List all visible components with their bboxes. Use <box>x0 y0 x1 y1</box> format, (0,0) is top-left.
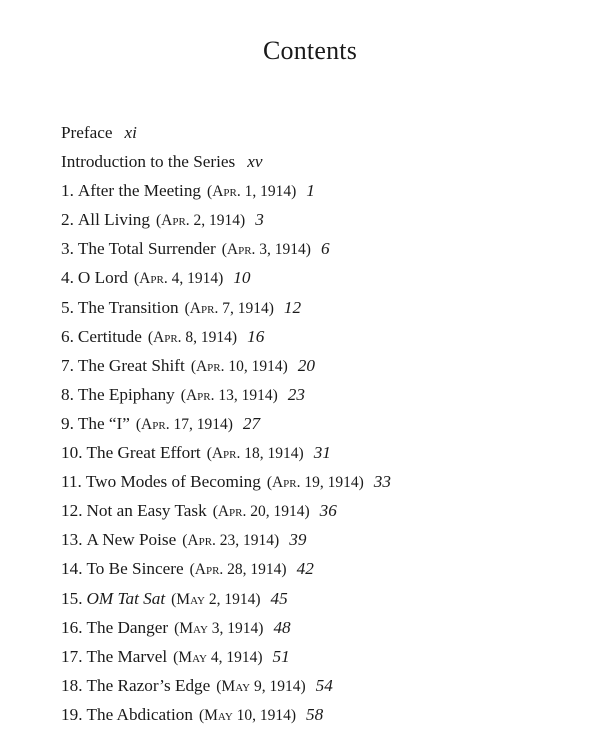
toc-entry <box>61 613 391 642</box>
toc-entry-date: (Apr. 3, 1914) <box>221 241 311 259</box>
toc-entry <box>61 322 391 351</box>
toc-entry-date: (Apr. 18, 1914) <box>206 445 304 463</box>
toc-entry-title: The Great Effort <box>86 443 201 463</box>
toc-page-number: 51 <box>272 646 290 666</box>
toc-entry <box>61 380 391 409</box>
toc-page-number: 27 <box>242 413 261 433</box>
toc-entry-number: 18. <box>61 675 83 695</box>
toc-entry <box>61 234 391 263</box>
toc-entry-title: OM Tat Sat <box>86 588 166 608</box>
toc-entry-number: 17. <box>61 646 83 666</box>
toc-page-number: 39 <box>289 530 307 550</box>
toc-entry <box>61 642 391 671</box>
toc-entry <box>61 409 391 438</box>
toc-page-number: 16 <box>247 326 265 346</box>
toc-entry-date: (Apr. 7, 1914) <box>184 299 274 317</box>
toc-entry-number: 7. <box>61 355 74 375</box>
toc-entry-number: 10. <box>61 443 83 463</box>
toc-entry-title: All Living <box>77 210 150 230</box>
toc-page-number: 45 <box>270 588 288 608</box>
toc-entry <box>61 671 391 700</box>
toc-entry <box>61 584 391 613</box>
toc-page-number: 23 <box>287 384 305 404</box>
toc-entry <box>61 467 391 496</box>
toc-front-item <box>61 147 391 176</box>
toc-page-number: 54 <box>315 675 333 695</box>
toc-entry-date: (May 10, 1914) <box>198 706 297 724</box>
toc-page-number: 42 <box>296 559 314 579</box>
toc-entry <box>61 525 391 554</box>
toc-page-number: 1 <box>306 181 315 201</box>
toc-entry-title: The Marvel <box>86 646 168 666</box>
toc-entry-number: 4. <box>61 268 74 288</box>
toc-entry-number: 2. <box>61 210 74 230</box>
toc-entry-date: (Apr. 10, 1914) <box>190 357 288 375</box>
toc-page-number: 10 <box>233 268 251 288</box>
toc-entry <box>61 263 391 292</box>
toc-page-number: 12 <box>283 297 302 317</box>
toc-entry-number: 6. <box>61 326 74 346</box>
toc-page-number: 36 <box>319 501 337 521</box>
toc-page-number: 3 <box>255 210 264 230</box>
toc-entry-number: 16. <box>61 617 83 637</box>
toc-entry-date: (May 9, 1914) <box>216 677 306 695</box>
toc-entry-date: (May 3, 1914) <box>174 619 264 637</box>
toc-entry <box>61 700 391 729</box>
toc-entry-title: The Epiphany <box>77 384 175 404</box>
toc-entry-title: O Lord <box>77 268 129 288</box>
toc-entry-title: Two Modes of Becoming <box>85 472 261 492</box>
toc-entry-number: 8. <box>61 384 74 404</box>
table-of-contents <box>61 118 391 729</box>
toc-entry-title: The Total Surrender <box>77 239 216 259</box>
toc-page-number: 20 <box>297 355 315 375</box>
toc-page-number: 6 <box>320 239 330 259</box>
toc-entry-number: 1. <box>61 181 74 201</box>
toc-entry-number: 19. <box>61 704 83 724</box>
toc-entry-date: (May 2, 1914) <box>171 590 261 608</box>
toc-entry-number: 9. <box>61 413 74 433</box>
toc-entry-title: The Danger <box>86 617 169 637</box>
toc-entry-date: (Apr. 2, 1914) <box>155 212 246 230</box>
toc-page-number: xi <box>124 123 137 142</box>
toc-entry-title: The Great Shift <box>77 355 185 375</box>
page-title: Contents <box>262 36 358 65</box>
toc-page-number: xv <box>247 152 263 172</box>
toc-page-number: 58 <box>306 704 324 724</box>
toc-entry-date: (Apr. 17, 1914) <box>135 415 233 433</box>
toc-entry-title: After the Meeting <box>77 181 202 201</box>
toc-entry <box>61 554 391 583</box>
toc-entry-date: (Apr. 23, 1914) <box>182 532 280 550</box>
toc-entry-number: 3. <box>61 239 74 259</box>
toc-entry-date: (Apr. 20, 1914) <box>212 503 310 521</box>
toc-entry-date: (May 4, 1914) <box>173 648 263 666</box>
toc-entry-title: The “I” <box>77 413 130 433</box>
toc-entry-title: Not an Easy Task <box>86 501 207 521</box>
toc-front-label: Preface <box>61 123 113 142</box>
toc-entry-date: (Apr. 28, 1914) <box>189 561 287 579</box>
toc-entry <box>61 176 391 205</box>
toc-entry-title: The Razor’s Edge <box>86 675 211 695</box>
toc-entry-title: To Be Sincere <box>86 559 184 579</box>
toc-entry-number: 5. <box>61 297 74 317</box>
toc-entry-number: 14. <box>61 559 83 579</box>
toc-entry-date: (Apr. 8, 1914) <box>147 328 238 346</box>
toc-entry-title: The Abdication <box>86 704 193 724</box>
toc-entry-title: The Transition <box>77 297 179 317</box>
toc-entry <box>61 438 391 467</box>
toc-page-number: 31 <box>313 443 331 463</box>
toc-entry-title: Certitude <box>77 326 142 346</box>
toc-front-label: Introduction to the Series <box>61 152 236 172</box>
toc-entry-date: (Apr. 1, 1914) <box>207 183 297 201</box>
toc-entry-number: 12. <box>61 501 83 521</box>
toc-entry-date: (Apr. 13, 1914) <box>180 386 278 404</box>
toc-entry-date: (Apr. 4, 1914) <box>134 270 224 288</box>
toc-entry <box>61 496 391 525</box>
toc-page-number: 48 <box>273 617 291 637</box>
toc-entry-number: 11. <box>61 472 82 492</box>
toc-entry <box>61 351 391 380</box>
toc-entry-title: A New Poise <box>86 530 177 550</box>
toc-entry-number: 15. <box>61 588 83 608</box>
toc-entry-date: (Apr. 19, 1914) <box>266 474 364 492</box>
toc-front-item <box>61 118 391 147</box>
toc-entry <box>61 293 391 322</box>
toc-page-number: 33 <box>373 472 391 492</box>
toc-entry <box>61 205 391 234</box>
toc-entry-number: 13. <box>61 530 83 550</box>
